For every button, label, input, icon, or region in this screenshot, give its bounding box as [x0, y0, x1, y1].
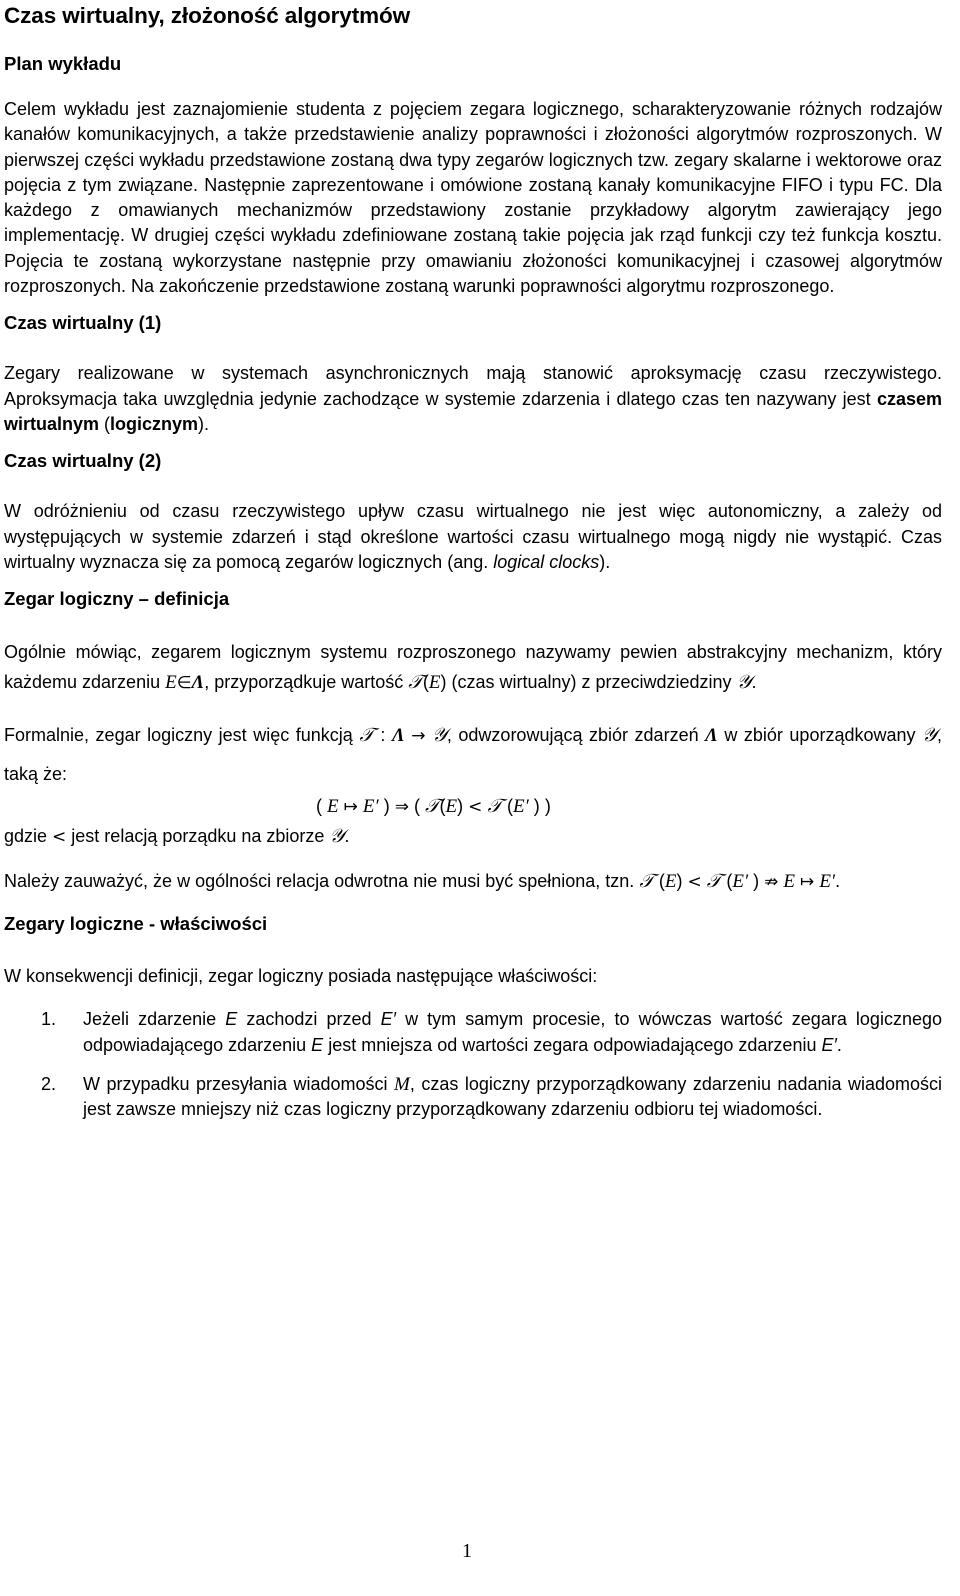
math-E-prime: E′ [513, 796, 529, 818]
math-lambda: Λ [705, 725, 718, 747]
var-E-prime: E′ [380, 1009, 396, 1030]
math-E-prime: E′ [732, 871, 749, 893]
text-segment: Jeżeli zdarzenie [83, 1009, 226, 1030]
math-T: 𝒯 [424, 795, 440, 818]
math-rparen: ) [676, 871, 683, 892]
page-number: 1 [462, 1540, 472, 1562]
math-rparen: ) [383, 796, 390, 817]
var-E: E [311, 1034, 324, 1055]
text-segment: , odwzorowującą zbiór zdarzeń [446, 725, 706, 746]
text-segment: (czas wirtualny) z przeciwdziedziny [446, 671, 737, 692]
math-lambda: Λ [191, 671, 205, 693]
formula-monotonicity [4, 793, 942, 820]
paragraph-definicja-4: Należy zauważyć, że w ogólności relacja odwrotna nie musi być spełniona, tzn. 𝒯 (E) < 𝒯 (E′ ) ⇏ E ↦ E′. [4, 870, 841, 893]
text-segment: . [344, 826, 350, 847]
math-less: < [687, 872, 702, 893]
paragraph-definicja-2 [4, 716, 942, 793]
math-E: E [327, 796, 339, 818]
math-rparen: ) [533, 796, 540, 817]
properties-list [4, 1007, 942, 1122]
text-segment: w tym samym procesie, to wówczas wartość zegara logicznego odpowiadającego zdarzeniu [83, 1009, 942, 1055]
text-segment: zachodzi przed [237, 1009, 381, 1030]
math-T: 𝒯 [359, 724, 374, 747]
text-segment: w zbiór uporządkowany [717, 725, 923, 746]
math-Y: 𝒴 [922, 724, 937, 747]
text-segment: , przyporządkuje wartość [204, 671, 409, 692]
text-segment: . [836, 1034, 842, 1055]
math-lambda: Λ [391, 725, 405, 747]
math-mapsto: ↦ [343, 797, 358, 818]
math-lparen: ( [726, 871, 733, 892]
text-segment: Formalnie, zegar logiczny jest więc funkcją [4, 725, 360, 746]
text-segment: jest mniejsza od wartości zegara odpowiadającego zdarzeniu [323, 1034, 822, 1055]
math-Y: 𝒴 [329, 825, 345, 848]
heading-wlasciwosci: Zegary logiczne - właściwości [4, 913, 268, 935]
math-rparen: ) [457, 796, 464, 817]
text-segment: ). [198, 413, 210, 434]
term-logiczny: logicznym [110, 413, 199, 434]
paragraph-czas-wirtualny-2 [4, 499, 942, 575]
document-content [4, 0, 942, 1123]
heading-plan: Plan wykładu [4, 53, 122, 74]
math-E: E [428, 671, 441, 693]
document-title: Czas wirtualny, złożoność algorytmów [4, 3, 411, 28]
heading-czas-wirtualny-2: Czas wirtualny (2) [4, 450, 162, 472]
term-czas-wirtualny: czasem wirtualnym [4, 388, 942, 434]
math-rparen: ) [544, 796, 551, 817]
math-T: 𝒯 [487, 795, 502, 818]
heading-definicja: Zegar logiczny – definicja [4, 588, 230, 610]
text-segment: ). [599, 551, 611, 572]
math-E: E [165, 671, 177, 693]
math-T: 𝒯 [706, 870, 722, 893]
text-segment: W odróżnieniu od czasu rzeczywistego upływ czasu wirtualnego nie jest więc autonomiczny, a zależy od występujących w systemie zdarzeń i stąd określone wartości czasu wirtualnego mogą nigdy nie wystąpić. Czas wirtualny wyznacza się za pomocą zegarów logicznych (ang. [4, 501, 942, 572]
text-segment: gdzie [4, 826, 53, 847]
math-E: E [664, 871, 677, 893]
text-segment: W przypadku przesyłania wiadomości [83, 1074, 395, 1095]
math-mapsto: ↦ [800, 872, 815, 893]
list-item [4, 1072, 942, 1123]
paragraph-wlasciwosci-intro: W konsekwencji definicji, zegar logiczny posiada następujące właściwości: [4, 966, 598, 987]
math-not-implies: ⇏ [764, 872, 779, 893]
text-segment: Ogólnie mówiąc, zegarem logicznym systemu rozproszonego nazywamy pewien abstrakcyjny mechanizm, który każdemu zdarzeniu [4, 642, 942, 692]
math-implies: ⇒ [394, 797, 409, 818]
text-segment: , taką że: [4, 725, 942, 785]
math-M: M [394, 1074, 410, 1096]
list-item-number: 1. [41, 1009, 57, 1030]
math-less: < [468, 797, 483, 818]
math-rparen: ) [440, 671, 447, 692]
math-E-prime: E′ [819, 871, 836, 893]
math-lparen: ( [316, 796, 322, 817]
text-segment: Zegary realizowane w systemach asynchronicznych mają stanowić aproksymację czasu rzeczywistego. Aproksymacja taka uwzględnia jedynie zachodzące w systemie zdarzenia i dlatego czas ten nazywany jest [4, 363, 942, 409]
var-E-prime: E′ [821, 1034, 837, 1055]
math-E: E [445, 796, 458, 818]
math-rparen: ) [753, 871, 760, 892]
text-segment: ( [99, 413, 111, 434]
term-logical-clocks: logical clocks [493, 551, 600, 572]
math-lparen: ( [422, 671, 429, 692]
paragraph-definicja-3 [4, 820, 942, 854]
math-T: 𝒯 [639, 870, 654, 893]
math-Y: 𝒴 [736, 670, 752, 693]
math-T: 𝒯 [408, 670, 423, 693]
text-segment: jest relacją porządku na zbiorze [66, 826, 330, 847]
math-lparen: ( [439, 796, 446, 817]
math-lparen: ( [658, 871, 665, 892]
math-lparen: ( [413, 796, 420, 817]
paragraph-plan: Celem wykładu jest zaznajomienie studenta z pojęciem zegara logicznego, scharakteryzowanie różnych rodzajów kanałów komunikacyjnych, a także przedstawienie analizy poprawności i złożoności algorytmów rozproszonych. W pierwszej części wykładu przedstawione zostaną dwa typy zegarów logicznych tzw. zegary skalarne i wektorowe oraz pojęcia z tym związane. Następnie zaprezentowane i omówione zostaną kanały komunikacyjne FIFO i typu FC. Dla każdego z omawianych mechanizmów przedstawiony zostanie przykładowy algorytm zawierający jego implementację. W drugiej części wykładu zdefiniowane zostaną takie pojęcia jak rząd funkcji czy też funkcja kosztu. Pojęcia te zostaną wykorzystane następnie przy omawianiu złożoności komunikacyjnej i czasowej algorytmów rozproszonych. Na zakończenie przedstawione zostaną warunki poprawności algorytmu rozproszonego. [4, 99, 942, 297]
math-arrow: → [411, 726, 426, 747]
text-segment: , czas logiczny przyporządkowany zdarzeniu nadania wiadomości jest zawsze mniejszy niż czas logiczny przyporządkowany zdarzeniu odbioru tej wiadomości. [83, 1074, 943, 1120]
heading-czas-wirtualny-1: Czas wirtualny (1) [4, 312, 162, 334]
math-Y: 𝒴 [431, 724, 447, 747]
text-segment: . [751, 671, 757, 692]
math-lparen: ( [507, 796, 514, 817]
math-colon: : [380, 725, 386, 746]
paragraph-definicja-1 [4, 638, 942, 698]
math-in: ∈ [176, 672, 192, 693]
list-item-number: 2. [41, 1074, 57, 1095]
math-less: < [52, 827, 67, 848]
text-segment: Należy zauważyć, że w ogólności relacja odwrotna nie musi być spełniona, tzn. [4, 871, 640, 892]
paragraph-czas-wirtualny-1 [4, 361, 942, 437]
list-item [4, 1007, 942, 1058]
math-E-prime: E′ [362, 796, 379, 818]
var-E: E [225, 1009, 238, 1030]
math-E: E [783, 871, 796, 893]
